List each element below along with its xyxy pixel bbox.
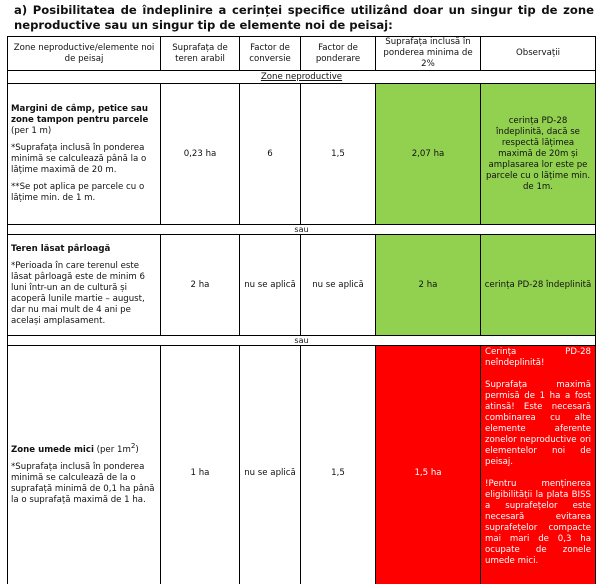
table-row [8, 84, 596, 225]
section-label: Zone neproductive [260, 71, 343, 82]
weighting-cell: nu se aplică [301, 235, 376, 336]
separator-row [8, 336, 596, 346]
header-row [8, 37, 596, 71]
separator-cell: sau [8, 336, 596, 346]
header-zone: Zone neproductive/elemente noi de peisaj [8, 37, 161, 71]
observation-warning: !Pentru menținerea eligibilității la plata BISS a suprafețelor este necesară evitarea suprafețelor compacte mai mari de 0,3 ha ocupate de zonele umede mici. [485, 479, 591, 566]
observation-status: Cerința PD-28 neîndeplinită! [485, 347, 591, 368]
included-cell: 2,07 ha [376, 84, 481, 225]
section-heading: a) Posibilitatea de îndeplinire a cerinței specifice utilizând doar un singur tip de zone neproductive sau un singur tip de elemente noi de peisaj: [14, 3, 594, 32]
area-cell: 0,23 ha [161, 84, 240, 225]
header-conversion: Factor de conversie [240, 37, 301, 71]
zone-note: *Suprafața inclusă în ponderea minimă se calculează de la o suprafață minimă de 0,1 ha până la o suprafață maximă de 1 ha. [11, 461, 155, 505]
table-row [8, 235, 596, 336]
header-area: Suprafața de teren arabil [161, 37, 240, 71]
area-cell: 2 ha [161, 235, 240, 336]
separator-row [8, 225, 596, 235]
zone-unit: (per $1m^2$) [96, 441, 139, 455]
observation-cell: cerința PD-28 îndeplinită, dacă se respectă lățimea maximă de 20m și amplasarea lor este pe parcele cu o lățime min. de 1m. [481, 84, 596, 225]
zone-unit: (per 1 m) [11, 126, 52, 136]
table-row [8, 346, 596, 584]
conversion-cell: nu se aplică [240, 346, 301, 584]
ecoscheme-table [7, 36, 596, 584]
zone-note: *Perioada în care terenul este lăsat pârloagă este de minim 6 luni într-un an de cultură și acoperă lunile martie – august, dar nu mai mult de 4 ani pe același amplasament. [11, 260, 145, 326]
zone-title: Teren lăsat pârloagă [11, 243, 111, 254]
conversion-cell: nu se aplică [240, 235, 301, 336]
observation-cell [481, 346, 596, 584]
zone-cell [8, 235, 161, 336]
section-cell [8, 71, 596, 84]
weighting-cell: 1,5 [301, 84, 376, 225]
conversion-cell: 6 [240, 84, 301, 225]
zone-note: *Suprafața inclusă în ponderea minimă se calculează până la o lățime maximă de 20 m. [11, 143, 147, 175]
included-cell: 1,5 ha [376, 346, 481, 584]
separator-cell: sau [8, 225, 596, 235]
header-observations: Observații [481, 37, 596, 71]
zone-cell [8, 346, 161, 584]
zone-cell [8, 84, 161, 225]
zone-note: **Se pot aplica pe parcele cu o lățime min. de 1 m. [11, 182, 145, 203]
area-cell: 1 ha [161, 346, 240, 584]
observation-cell: cerința PD-28 îndeplinită [481, 235, 596, 336]
header-weighting: Factor de ponderare [301, 37, 376, 71]
header-included: Suprafața inclusă în ponderea minima de 2% [376, 37, 481, 71]
observation-detail: Suprafața maximă permisă de 1 ha a fost atinsă! Este necesară combinarea cu alte elemente aferente zonelor neproductive ori elementelor noi de peisaj. [485, 380, 591, 467]
zone-title: Zone umede mici [11, 444, 94, 455]
zone-title: Margini de câmp, petice sau zone tampon pentru parcele [11, 104, 149, 125]
included-cell: 2 ha [376, 235, 481, 336]
weighting-cell: 1,5 [301, 346, 376, 584]
section-row [8, 71, 596, 84]
